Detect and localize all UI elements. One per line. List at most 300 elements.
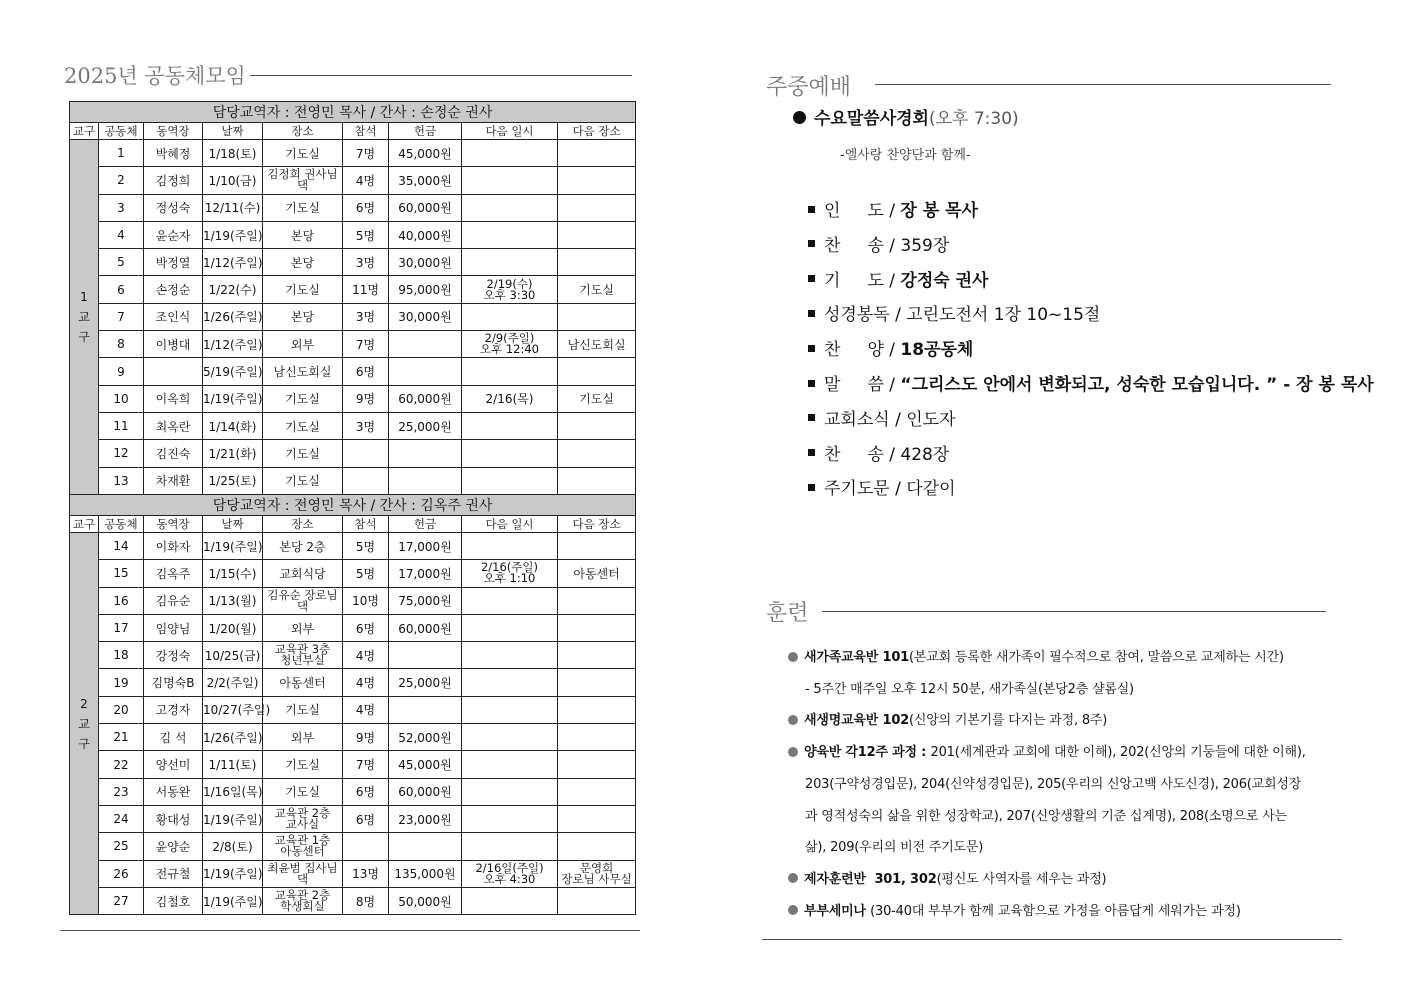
cell-next-time bbox=[462, 249, 558, 276]
item-value: 428장 bbox=[900, 444, 950, 465]
cell-place: 본당 bbox=[263, 303, 343, 330]
cell-attendance: 4명 bbox=[343, 669, 389, 696]
cell-group-no: 22 bbox=[99, 751, 144, 778]
item-label: 찬 양 / bbox=[824, 340, 901, 361]
column-header: 헌금 bbox=[389, 123, 462, 140]
cell-group-no: 12 bbox=[99, 440, 144, 467]
cell-place bbox=[263, 887, 343, 914]
group-table-1 bbox=[69, 101, 636, 495]
cell-offering: 17,000원 bbox=[389, 533, 462, 560]
table-row bbox=[70, 805, 636, 832]
cell-leader: 이병대 bbox=[144, 331, 203, 358]
service-item bbox=[808, 196, 978, 221]
cell-attendance: 7명 bbox=[343, 140, 389, 167]
cell-group-no: 27 bbox=[99, 887, 144, 914]
cell-next-time bbox=[462, 778, 558, 805]
cell-next-time bbox=[462, 331, 558, 358]
cell-next-time bbox=[462, 167, 558, 194]
cell-offering: 60,000원 bbox=[389, 614, 462, 641]
cell-date: 1/12(주일) bbox=[203, 331, 263, 358]
cell-next-place bbox=[558, 140, 636, 167]
cell-attendance: 6명 bbox=[343, 194, 389, 221]
item-label: 성경봉독 / bbox=[824, 305, 907, 326]
service-line bbox=[793, 104, 1019, 129]
cell-group-no: 19 bbox=[99, 669, 144, 696]
district-char: 교 bbox=[78, 716, 90, 731]
cell-next-time bbox=[462, 194, 558, 221]
table-row bbox=[70, 140, 636, 167]
cell-next-time bbox=[462, 587, 558, 614]
item-label: 말 씀 / bbox=[824, 375, 901, 395]
cell-offering: 75,000원 bbox=[389, 587, 462, 614]
cell-date: 5/19(주일) bbox=[203, 358, 263, 385]
training-line bbox=[788, 709, 1107, 728]
district-char: 1 bbox=[80, 289, 88, 304]
cell-next-time bbox=[462, 833, 558, 860]
cell-attendance: 11명 bbox=[343, 276, 389, 303]
service-item bbox=[808, 266, 988, 291]
cell-leader: 서동완 bbox=[144, 778, 203, 805]
worship-title: 주중예배 bbox=[766, 75, 852, 100]
square-bullet-icon bbox=[808, 275, 815, 282]
training-title: 훈련 bbox=[766, 601, 809, 626]
cell-group-no: 26 bbox=[99, 860, 144, 887]
training-line bbox=[805, 836, 983, 855]
cell-offering: 95,000원 bbox=[389, 276, 462, 303]
cell-line: 교육관 2층 bbox=[274, 806, 331, 821]
service-name: 수요말씀사경회 bbox=[814, 109, 929, 129]
cell-offering: 35,000원 bbox=[389, 167, 462, 194]
cell-place: 본당 bbox=[263, 221, 343, 248]
cell-next-place bbox=[558, 440, 636, 467]
cell-leader: 황대성 bbox=[144, 805, 203, 832]
cell-next-place bbox=[558, 194, 636, 221]
cell-offering: 30,000원 bbox=[389, 249, 462, 276]
cell-line: 오후 4:30 bbox=[483, 871, 536, 886]
circle-bullet-icon bbox=[788, 905, 798, 915]
column-header: 다음 일시 bbox=[462, 516, 558, 533]
table-row bbox=[70, 533, 636, 560]
cell-offering: 40,000원 bbox=[389, 221, 462, 248]
cell-line: 김유순 장로님 bbox=[267, 587, 338, 602]
cell-next-place bbox=[558, 358, 636, 385]
cell-place bbox=[263, 833, 343, 860]
cell-leader: 조인식 bbox=[144, 303, 203, 330]
cell-leader: 정성숙 bbox=[144, 194, 203, 221]
cell-next-time bbox=[462, 805, 558, 832]
item-value: 강정숙 권사 bbox=[900, 270, 989, 291]
service-item bbox=[808, 440, 949, 465]
cell-group-no: 23 bbox=[99, 778, 144, 805]
cell-next-time bbox=[462, 696, 558, 723]
cell-leader: 양선미 bbox=[144, 751, 203, 778]
cell-line: 2/16일(주일) bbox=[475, 860, 544, 875]
square-bullet-icon bbox=[808, 484, 815, 491]
cell-date: 10/27(주일) bbox=[203, 696, 263, 723]
cell-next-time bbox=[462, 751, 558, 778]
cell-line: 댁 bbox=[296, 871, 309, 886]
cell-attendance bbox=[343, 440, 389, 467]
cell-leader: 김진숙 bbox=[144, 440, 203, 467]
cell-attendance: 5명 bbox=[343, 560, 389, 587]
table-row bbox=[70, 860, 636, 887]
table-row bbox=[70, 614, 636, 641]
cell-next-place bbox=[558, 724, 636, 751]
cell-offering: 23,000원 bbox=[389, 805, 462, 832]
table-row bbox=[70, 276, 636, 303]
cell-offering bbox=[389, 331, 462, 358]
cell-line: 교육관 1층 bbox=[274, 833, 331, 848]
cell-place bbox=[263, 860, 343, 887]
training-text: (평신도 사역자를 세우는 과정) bbox=[936, 871, 1107, 887]
cell-leader: 박혜정 bbox=[144, 140, 203, 167]
cell-next-time bbox=[462, 221, 558, 248]
training-name: 제자훈련반 301, 302 bbox=[804, 871, 937, 887]
cell-place: 기도실 bbox=[263, 440, 343, 467]
cell-place: 외부 bbox=[263, 331, 343, 358]
cell-next-time bbox=[462, 140, 558, 167]
right-bottom-rule bbox=[762, 939, 1342, 940]
table-row bbox=[70, 751, 636, 778]
cell-attendance: 6명 bbox=[343, 358, 389, 385]
cell-line: 2/19(수) bbox=[486, 276, 533, 291]
cell-offering: 45,000원 bbox=[389, 751, 462, 778]
cell-next-time bbox=[462, 533, 558, 560]
cell-offering bbox=[389, 440, 462, 467]
cell-line: 학생회실 bbox=[280, 899, 325, 913]
cell-date: 1/14(화) bbox=[203, 412, 263, 439]
cell-date: 1/18(토) bbox=[203, 140, 263, 167]
table-row bbox=[70, 385, 636, 412]
cell-attendance: 4명 bbox=[343, 696, 389, 723]
training-text: 203(구약성경입문), 204(신약성경입문), 205(우리의 신앙고백 사도신경), 206(교회성장 bbox=[805, 776, 1302, 792]
cell-line: 오후 1:10 bbox=[483, 571, 536, 586]
cell-next-place bbox=[558, 805, 636, 832]
cell-next-place bbox=[558, 467, 636, 494]
left-section-title: 2025년 공동체모임 bbox=[64, 64, 246, 88]
cell-date: 1/19(주일) bbox=[203, 533, 263, 560]
table-row bbox=[70, 358, 636, 385]
table-row bbox=[70, 724, 636, 751]
cell-group-no: 1 bbox=[99, 140, 144, 167]
square-bullet-icon bbox=[808, 240, 815, 247]
training-text: (30-40대 부부가 함께 교육함으로 가정을 아름답게 세워가는 과정) bbox=[870, 903, 1241, 919]
cell-line: 댁 bbox=[296, 598, 309, 613]
table-row bbox=[70, 467, 636, 494]
table-caption: 담당교역자 : 전영민 목사 / 간사 : 손정순 권사 bbox=[70, 102, 636, 123]
cell-place: 본당 bbox=[263, 249, 343, 276]
cell-group-no: 10 bbox=[99, 385, 144, 412]
cell-line: 교사실 bbox=[285, 817, 320, 832]
cell-offering: 25,000원 bbox=[389, 412, 462, 439]
training-line bbox=[805, 805, 1287, 824]
district-label bbox=[70, 533, 99, 915]
cell-place bbox=[263, 587, 343, 614]
cell-date: 10/25(금) bbox=[203, 642, 263, 669]
cell-line: 오후 12:40 bbox=[479, 342, 539, 357]
cell-next-place bbox=[558, 642, 636, 669]
cell-next-place bbox=[558, 860, 636, 887]
cell-place: 기도실 bbox=[263, 276, 343, 303]
square-bullet-icon bbox=[808, 206, 815, 213]
district-char: 구 bbox=[78, 329, 90, 344]
training-rule bbox=[822, 611, 1326, 612]
cell-line: 댁 bbox=[296, 178, 309, 193]
item-label: 인 도 / bbox=[824, 201, 901, 221]
training-line bbox=[788, 741, 1306, 760]
cell-leader: 이화자 bbox=[144, 533, 203, 560]
cell-place: 남신도회실 bbox=[263, 358, 343, 385]
cell-next-place bbox=[558, 167, 636, 194]
cell-offering bbox=[389, 358, 462, 385]
cell-offering bbox=[389, 696, 462, 723]
square-bullet-icon bbox=[808, 414, 815, 421]
cell-group-no: 14 bbox=[99, 533, 144, 560]
item-value: 고린도전서 1장 10~15절 bbox=[906, 305, 1101, 326]
cell-offering: 135,000원 bbox=[389, 860, 462, 887]
cell-group-no: 15 bbox=[99, 560, 144, 587]
item-value: 359장 bbox=[900, 235, 950, 256]
cell-date: 1/19(주일) bbox=[203, 805, 263, 832]
group-table-2 bbox=[69, 494, 636, 915]
cell-place: 기도실 bbox=[263, 385, 343, 412]
table-row bbox=[70, 587, 636, 614]
training-text: - 5주간 매주일 오후 12시 50분, 새가족실(본당2층 샬롬실) bbox=[805, 681, 1134, 697]
column-header: 장소 bbox=[263, 123, 343, 140]
table-row bbox=[70, 194, 636, 221]
cell-leader: 차재환 bbox=[144, 467, 203, 494]
cell-line: 김정희 권사님 bbox=[267, 167, 338, 182]
training-text: (본교회 등록한 새가족이 필수적으로 참여, 말씀으로 교제하는 시간) bbox=[909, 650, 1284, 665]
cell-leader: 김철호 bbox=[144, 887, 203, 914]
training-text: (신앙의 기본기를 다지는 과정, 8주) bbox=[909, 713, 1108, 729]
column-header: 참석 bbox=[343, 516, 389, 533]
cell-date: 12/11(수) bbox=[203, 194, 263, 221]
cell-date: 2/2(주일) bbox=[203, 669, 263, 696]
cell-date: 1/22(수) bbox=[203, 276, 263, 303]
cell-leader: 전규철 bbox=[144, 860, 203, 887]
cell-leader: 박정열 bbox=[144, 249, 203, 276]
cell-line: 2/16(주일) bbox=[480, 560, 538, 575]
cell-next-time bbox=[462, 560, 558, 587]
cell-place: 기도실 bbox=[263, 696, 343, 723]
left-bottom-rule bbox=[60, 930, 640, 931]
cell-group-no: 3 bbox=[99, 194, 144, 221]
column-header: 다음 일시 bbox=[462, 123, 558, 140]
cell-leader bbox=[144, 358, 203, 385]
cell-date: 1/19(주일) bbox=[203, 221, 263, 248]
cell-place: 기도실 bbox=[263, 751, 343, 778]
training-name: 부부세미나 bbox=[804, 903, 871, 919]
cell-place: 기도실 bbox=[263, 194, 343, 221]
cell-next-time: 2/16(목) bbox=[462, 385, 558, 412]
service-item bbox=[808, 335, 973, 360]
cell-group-no: 11 bbox=[99, 412, 144, 439]
cell-attendance: 9명 bbox=[343, 724, 389, 751]
cell-attendance: 13명 bbox=[343, 860, 389, 887]
service-item bbox=[808, 370, 1374, 395]
cell-attendance: 3명 bbox=[343, 412, 389, 439]
cell-offering bbox=[389, 642, 462, 669]
cell-attendance: 4명 bbox=[343, 167, 389, 194]
column-header: 교구 bbox=[70, 516, 99, 533]
cell-next-place bbox=[558, 696, 636, 723]
training-text: 과 영적성숙의 삶을 위한 성장학교), 207(신앙생활의 기준 십계명), 208(소명으로 사는 bbox=[805, 808, 1287, 824]
cell-place bbox=[263, 167, 343, 194]
worship-rule bbox=[875, 84, 1331, 85]
training-line bbox=[805, 773, 1301, 792]
training-line bbox=[788, 646, 1284, 665]
cell-attendance: 9명 bbox=[343, 385, 389, 412]
cell-next-time bbox=[462, 887, 558, 914]
column-header: 동역장 bbox=[144, 123, 203, 140]
square-bullet-icon bbox=[808, 380, 815, 387]
column-header: 장소 bbox=[263, 516, 343, 533]
cell-attendance: 6명 bbox=[343, 805, 389, 832]
training-text: 201(세계관과 교회에 대한 이해), 202(신앙의 기둥들에 대한 이해), bbox=[930, 745, 1306, 761]
cell-place: 기도실 bbox=[263, 412, 343, 439]
cell-group-no: 9 bbox=[99, 358, 144, 385]
cell-line: 청년부실 bbox=[280, 653, 325, 668]
caption-row bbox=[70, 495, 636, 516]
cell-date: 1/26(주일) bbox=[203, 303, 263, 330]
cell-group-no: 2 bbox=[99, 167, 144, 194]
cell-next-place bbox=[558, 249, 636, 276]
cell-date: 1/19(주일) bbox=[203, 860, 263, 887]
item-value: 다같이 bbox=[906, 479, 956, 500]
service-item bbox=[808, 474, 956, 499]
cell-place: 교회식당 bbox=[263, 560, 343, 587]
column-header: 참석 bbox=[343, 123, 389, 140]
cell-offering: 60,000원 bbox=[389, 385, 462, 412]
cell-next-place: 아동센터 bbox=[558, 560, 636, 587]
cell-next-time bbox=[462, 614, 558, 641]
item-label: 주기도문 / bbox=[824, 479, 907, 500]
column-header: 날짜 bbox=[203, 123, 263, 140]
cell-next-time bbox=[462, 303, 558, 330]
cell-attendance: 10명 bbox=[343, 587, 389, 614]
cell-group-no: 18 bbox=[99, 642, 144, 669]
cell-leader: 윤양순 bbox=[144, 833, 203, 860]
item-label: 찬 송 / bbox=[824, 235, 901, 256]
cell-next-place bbox=[558, 887, 636, 914]
cell-next-time bbox=[462, 412, 558, 439]
cell-attendance: 3명 bbox=[343, 303, 389, 330]
cell-attendance: 5명 bbox=[343, 221, 389, 248]
cell-date: 1/19(주일) bbox=[203, 887, 263, 914]
cell-attendance: 6명 bbox=[343, 778, 389, 805]
table-row bbox=[70, 221, 636, 248]
header-row bbox=[70, 516, 636, 533]
cell-next-place bbox=[558, 587, 636, 614]
caption-row bbox=[70, 102, 636, 123]
cell-offering: 60,000원 bbox=[389, 194, 462, 221]
cell-group-no: 17 bbox=[99, 614, 144, 641]
service-item bbox=[808, 300, 1100, 325]
cell-next-place bbox=[558, 751, 636, 778]
cell-place: 본당 2층 bbox=[263, 533, 343, 560]
cell-next-time bbox=[462, 467, 558, 494]
cell-line: 문영희 bbox=[579, 860, 614, 875]
cell-next-place bbox=[558, 303, 636, 330]
table-row bbox=[70, 833, 636, 860]
cell-place: 기도실 bbox=[263, 778, 343, 805]
cell-offering: 60,000원 bbox=[389, 778, 462, 805]
item-label: 기 도 / bbox=[824, 270, 901, 291]
training-name: 새생명교육반 102 bbox=[804, 713, 910, 729]
cell-offering: 17,000원 bbox=[389, 560, 462, 587]
cell-date: 1/15(수) bbox=[203, 560, 263, 587]
cell-attendance: 7명 bbox=[343, 331, 389, 358]
cell-date: 2/8(토) bbox=[203, 833, 263, 860]
cell-leader: 임양님 bbox=[144, 614, 203, 641]
cell-next-time bbox=[462, 440, 558, 467]
circle-bullet-icon bbox=[788, 747, 798, 757]
cell-leader: 김 석 bbox=[144, 724, 203, 751]
cell-next-place bbox=[558, 778, 636, 805]
cell-next-place bbox=[558, 533, 636, 560]
table-row bbox=[70, 440, 636, 467]
cell-place: 외부 bbox=[263, 724, 343, 751]
column-header: 동역장 bbox=[144, 516, 203, 533]
cell-group-no: 24 bbox=[99, 805, 144, 832]
training-text: 삶), 209(우리의 비전 주기도문) bbox=[805, 840, 984, 856]
cell-offering: 50,000원 bbox=[389, 887, 462, 914]
header-row bbox=[70, 123, 636, 140]
training-name: 양육반 각12주 과정 : bbox=[804, 745, 931, 761]
district-label bbox=[70, 140, 99, 495]
column-header: 헌금 bbox=[389, 516, 462, 533]
cell-date: 1/10(금) bbox=[203, 167, 263, 194]
service-item bbox=[808, 231, 949, 256]
cell-attendance: 8명 bbox=[343, 887, 389, 914]
column-header: 교구 bbox=[70, 123, 99, 140]
cell-line: 2/9(주일) bbox=[484, 331, 535, 346]
cell-attendance: 3명 bbox=[343, 249, 389, 276]
table-row bbox=[70, 696, 636, 723]
cell-group-no: 16 bbox=[99, 587, 144, 614]
cell-offering: 45,000원 bbox=[389, 140, 462, 167]
table-row bbox=[70, 412, 636, 439]
table-row bbox=[70, 778, 636, 805]
cell-date: 1/20(월) bbox=[203, 614, 263, 641]
cell-leader: 이옥희 bbox=[144, 385, 203, 412]
cell-line: 오후 3:30 bbox=[483, 287, 536, 302]
cell-line: 최윤범 집사님 bbox=[267, 860, 338, 875]
cell-place bbox=[263, 805, 343, 832]
cell-attendance: 5명 bbox=[343, 533, 389, 560]
table-row bbox=[70, 249, 636, 276]
square-bullet-icon bbox=[808, 345, 815, 352]
cell-leader: 김명숙B bbox=[144, 669, 203, 696]
cell-line: 교육관 2층 bbox=[274, 888, 331, 902]
square-bullet-icon bbox=[808, 310, 815, 317]
cell-group-no: 7 bbox=[99, 303, 144, 330]
table-row bbox=[70, 887, 636, 914]
column-header: 다음 장소 bbox=[558, 123, 636, 140]
column-header: 다음 장소 bbox=[558, 516, 636, 533]
cell-place: 아동센터 bbox=[263, 669, 343, 696]
training-line bbox=[805, 678, 1134, 697]
column-header: 공동체 bbox=[99, 123, 144, 140]
cell-date: 1/16일(목) bbox=[203, 778, 263, 805]
cell-next-time bbox=[462, 642, 558, 669]
cell-next-place bbox=[558, 669, 636, 696]
cell-next-place bbox=[558, 614, 636, 641]
cell-date: 1/26(주일) bbox=[203, 724, 263, 751]
cell-group-no: 4 bbox=[99, 221, 144, 248]
cell-line: 교육관 3층 bbox=[274, 642, 331, 657]
